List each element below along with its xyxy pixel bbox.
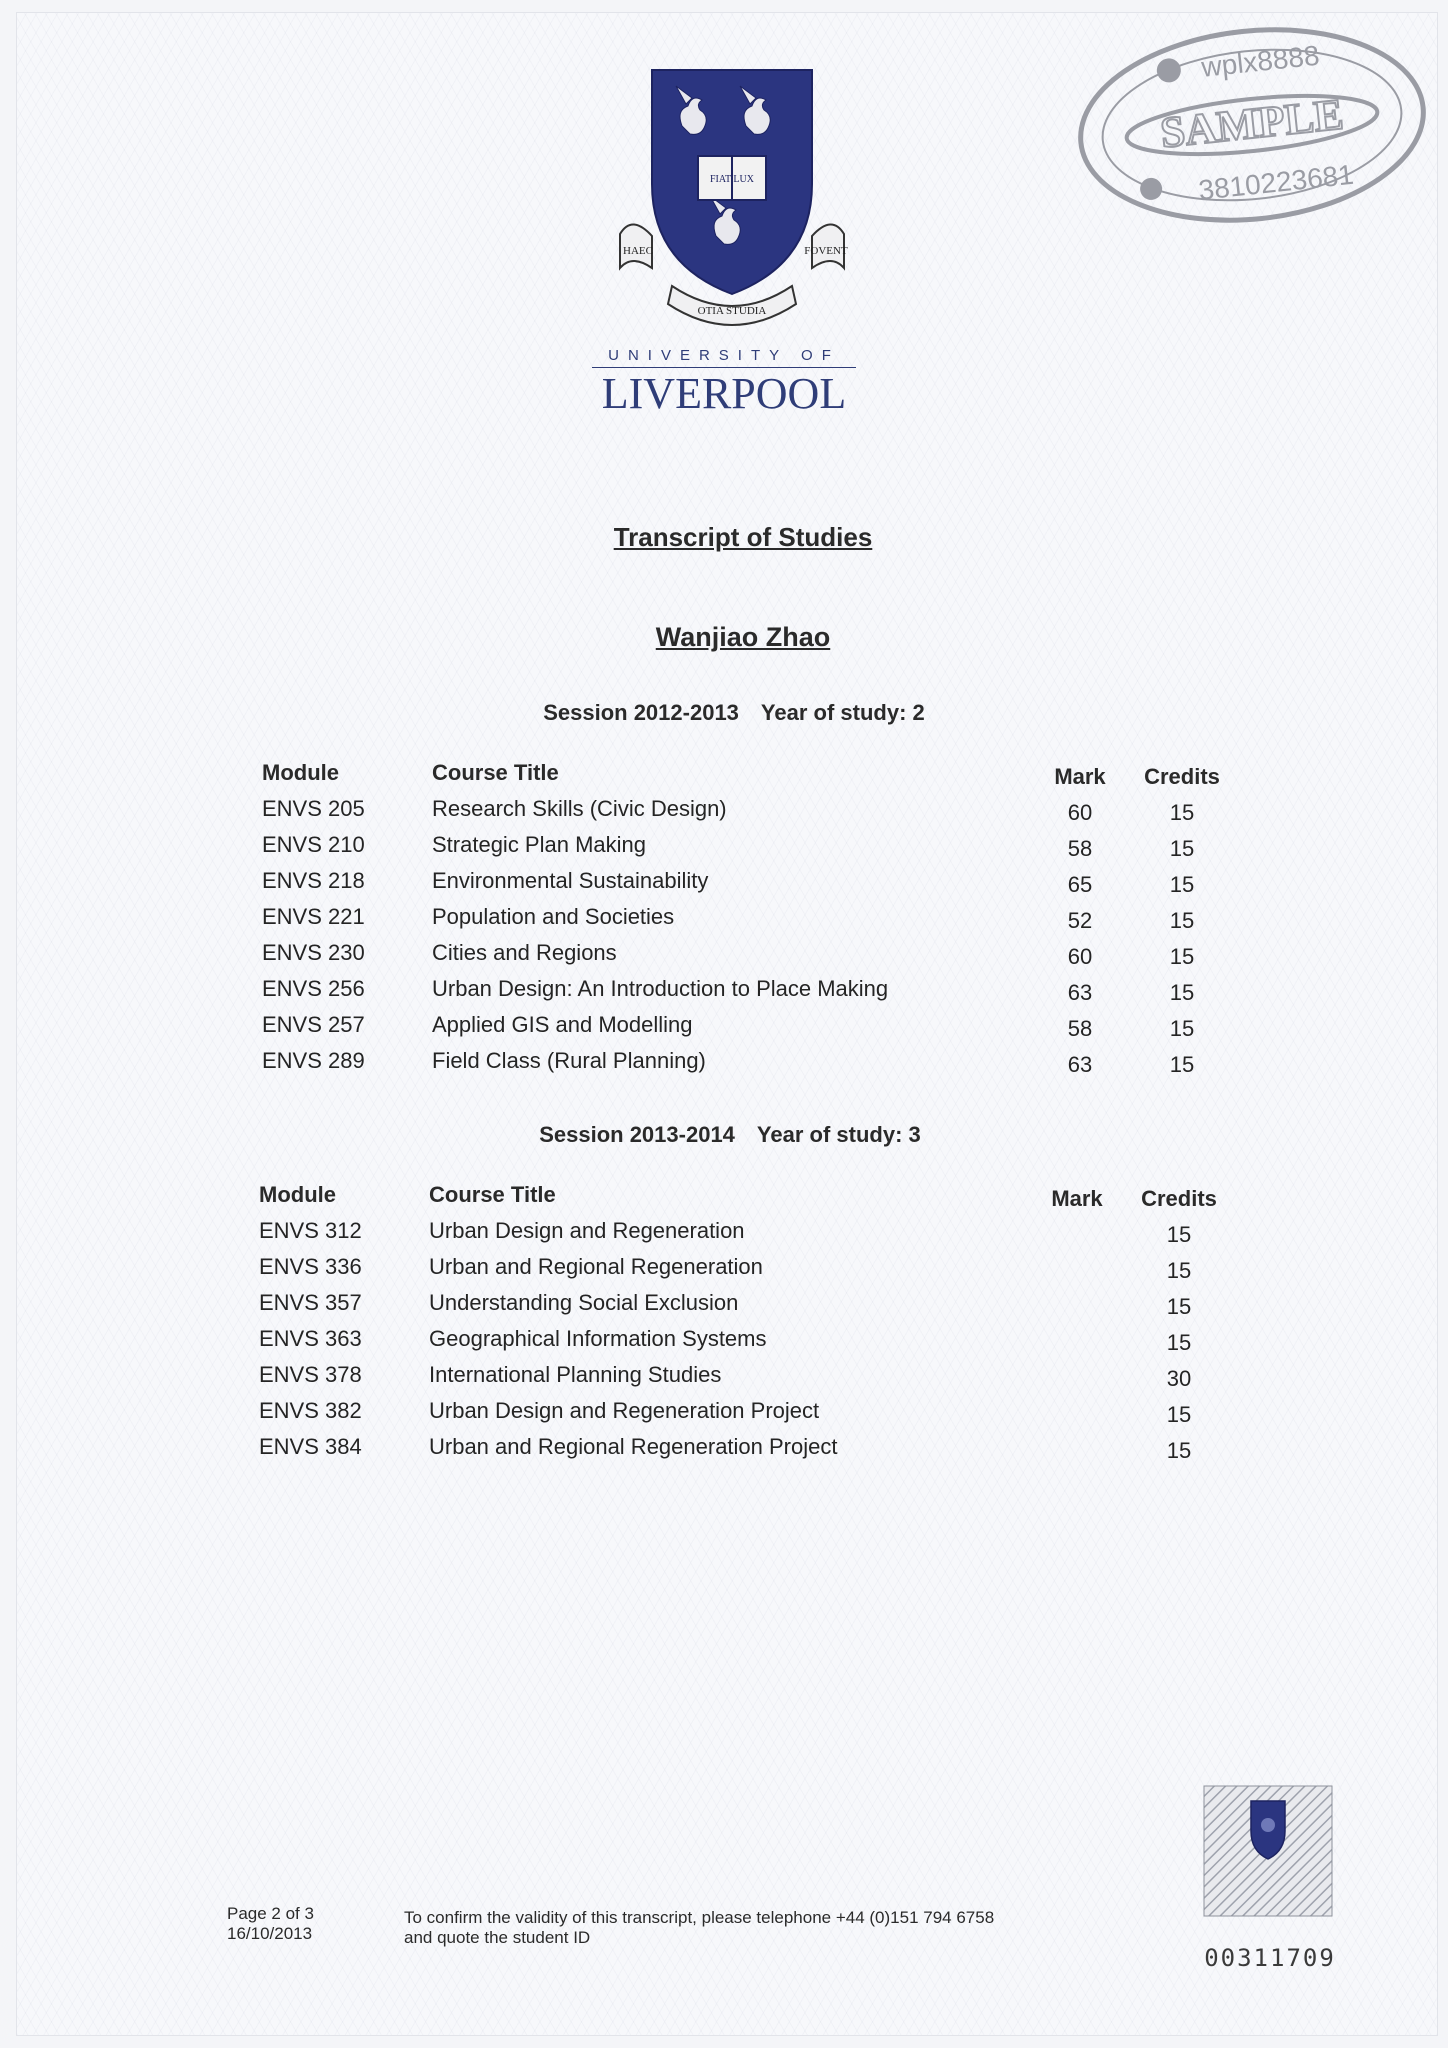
year-of-study-label: Year of study: 3 — [756, 1122, 921, 1147]
module-code: ENVS 363 — [259, 1326, 362, 1351]
course-title: Urban Design and Regeneration Project — [429, 1398, 820, 1423]
header-module: Module — [262, 760, 339, 785]
module-code: ENVS 205 — [262, 796, 365, 821]
modules-table-2012-2013 — [262, 760, 1242, 1084]
table-row — [262, 1048, 1242, 1084]
course-title: Population and Societies — [432, 904, 675, 929]
header-course-title: Course Title — [432, 760, 559, 785]
stamp-top-text: wplx8888 — [1199, 39, 1321, 83]
credits: 15 — [1166, 1222, 1192, 1247]
table-row — [262, 904, 1242, 940]
module-code: ENVS 382 — [259, 1398, 362, 1423]
header-credits: Credits — [1141, 1186, 1217, 1211]
credits: 15 — [1169, 944, 1195, 969]
table-header — [262, 760, 1242, 796]
table-row — [259, 1362, 1239, 1398]
table-header — [259, 1182, 1239, 1218]
sample-stamp — [1075, 22, 1429, 228]
table-row — [262, 796, 1242, 832]
course-title: Cities and Regions — [432, 940, 617, 965]
table-row — [259, 1434, 1239, 1470]
credits: 15 — [1169, 872, 1195, 897]
module-code: ENVS 256 — [262, 976, 365, 1001]
header-mark: Mark — [1054, 764, 1106, 789]
course-title: International Planning Studies — [429, 1362, 722, 1387]
table-row — [262, 868, 1242, 904]
course-title: Environmental Sustainability — [432, 868, 709, 893]
course-title: Field Class (Rural Planning) — [432, 1048, 706, 1073]
mark: 63 — [1067, 980, 1093, 1005]
credits: 15 — [1169, 800, 1195, 825]
motto-left: HAEC — [623, 245, 653, 257]
mark: 65 — [1067, 872, 1093, 897]
credits: 15 — [1166, 1402, 1192, 1427]
table-row — [259, 1326, 1239, 1362]
year-of-study-label: Year of study: 2 — [760, 700, 925, 725]
module-code: ENVS 257 — [262, 1012, 365, 1037]
session-label: Session 2012-2013 — [543, 700, 739, 725]
mark: 58 — [1067, 836, 1093, 861]
module-code: ENVS 384 — [259, 1434, 362, 1459]
header-course-title: Course Title — [429, 1182, 556, 1207]
mark: 60 — [1067, 944, 1093, 969]
session-heading-1 — [10, 700, 1448, 726]
course-title: Strategic Plan Making — [432, 832, 646, 857]
table-row — [259, 1254, 1239, 1290]
header-mark: Mark — [1051, 1186, 1103, 1211]
course-title: Urban and Regional Regeneration — [429, 1254, 763, 1279]
document-title: Transcript of Studies — [613, 522, 873, 552]
session-heading-2 — [6, 1122, 1448, 1148]
module-code: ENVS 357 — [259, 1290, 362, 1315]
modules-table-2013-2014 — [259, 1182, 1239, 1470]
motto-center: OTIA STUDIA — [697, 305, 767, 317]
credits: 15 — [1166, 1294, 1192, 1319]
stamp-bottom-text: 3810223681 — [1197, 158, 1356, 206]
session-label: Session 2013-2014 — [539, 1122, 735, 1147]
course-title: Research Skills (Civic Design) — [432, 796, 727, 821]
page-number: Page 2 of 3 — [227, 1904, 314, 1923]
stamp-main-text: SAMPLE — [1158, 89, 1346, 158]
table-row — [262, 940, 1242, 976]
table-row — [259, 1218, 1239, 1254]
motto-right: FOVENT — [804, 245, 848, 257]
credits: 15 — [1169, 836, 1195, 861]
module-code: ENVS 230 — [262, 940, 365, 965]
crest-book-text: FIAT LUX — [710, 174, 754, 185]
mark: 63 — [1067, 1052, 1093, 1077]
module-code: ENVS 218 — [262, 868, 365, 893]
university-of-label: UNIVERSITY OF — [608, 347, 840, 364]
header-module: Module — [259, 1182, 336, 1207]
table-row — [262, 1012, 1242, 1048]
header-credits: Credits — [1144, 764, 1220, 789]
qq-icon — [1139, 177, 1163, 201]
university-name: LIVERPOOL — [601, 369, 847, 418]
mark: 60 — [1067, 800, 1093, 825]
credits: 15 — [1166, 1330, 1192, 1355]
validity-line-1: To confirm the validity of this transcript, please telephone +44 (0)151 794 6758 — [404, 1908, 995, 1927]
course-title: Urban Design: An Introduction to Place Making — [432, 976, 889, 1001]
module-code: ENVS 336 — [259, 1254, 362, 1279]
issue-date: 16/10/2013 — [227, 1924, 313, 1943]
wechat-icon — [1156, 57, 1182, 83]
module-code: ENVS 312 — [259, 1218, 362, 1243]
course-title: Urban and Regional Regeneration Project — [429, 1434, 838, 1459]
security-hologram-seal — [1203, 1785, 1333, 1917]
credits: 30 — [1166, 1366, 1192, 1391]
mark: 58 — [1067, 1016, 1093, 1041]
table-row — [262, 976, 1242, 1012]
table-row — [262, 832, 1242, 868]
credits: 15 — [1166, 1438, 1192, 1463]
page-info — [227, 1904, 314, 1944]
credits: 15 — [1166, 1258, 1192, 1283]
table-row — [259, 1398, 1239, 1434]
student-name: Wanjiao Zhao — [655, 622, 831, 652]
module-code: ENVS 221 — [262, 904, 365, 929]
course-title: Understanding Social Exclusion — [429, 1290, 739, 1315]
credits: 15 — [1169, 908, 1195, 933]
validity-note — [404, 1908, 994, 1948]
credits: 15 — [1169, 980, 1195, 1005]
course-title: Geographical Information Systems — [429, 1326, 767, 1351]
university-crest-logo — [612, 64, 852, 344]
credits: 15 — [1169, 1016, 1195, 1041]
table-row — [259, 1290, 1239, 1326]
mark: 52 — [1067, 908, 1093, 933]
course-title: Urban Design and Regeneration — [429, 1218, 745, 1243]
validity-line-2: and quote the student ID — [404, 1928, 591, 1947]
module-code: ENVS 289 — [262, 1048, 365, 1073]
module-code: ENVS 210 — [262, 832, 365, 857]
student-serial-number: 00311709 — [1204, 1944, 1336, 1972]
course-title: Applied GIS and Modelling — [432, 1012, 693, 1037]
credits: 15 — [1169, 1052, 1195, 1077]
module-code: ENVS 378 — [259, 1362, 362, 1387]
